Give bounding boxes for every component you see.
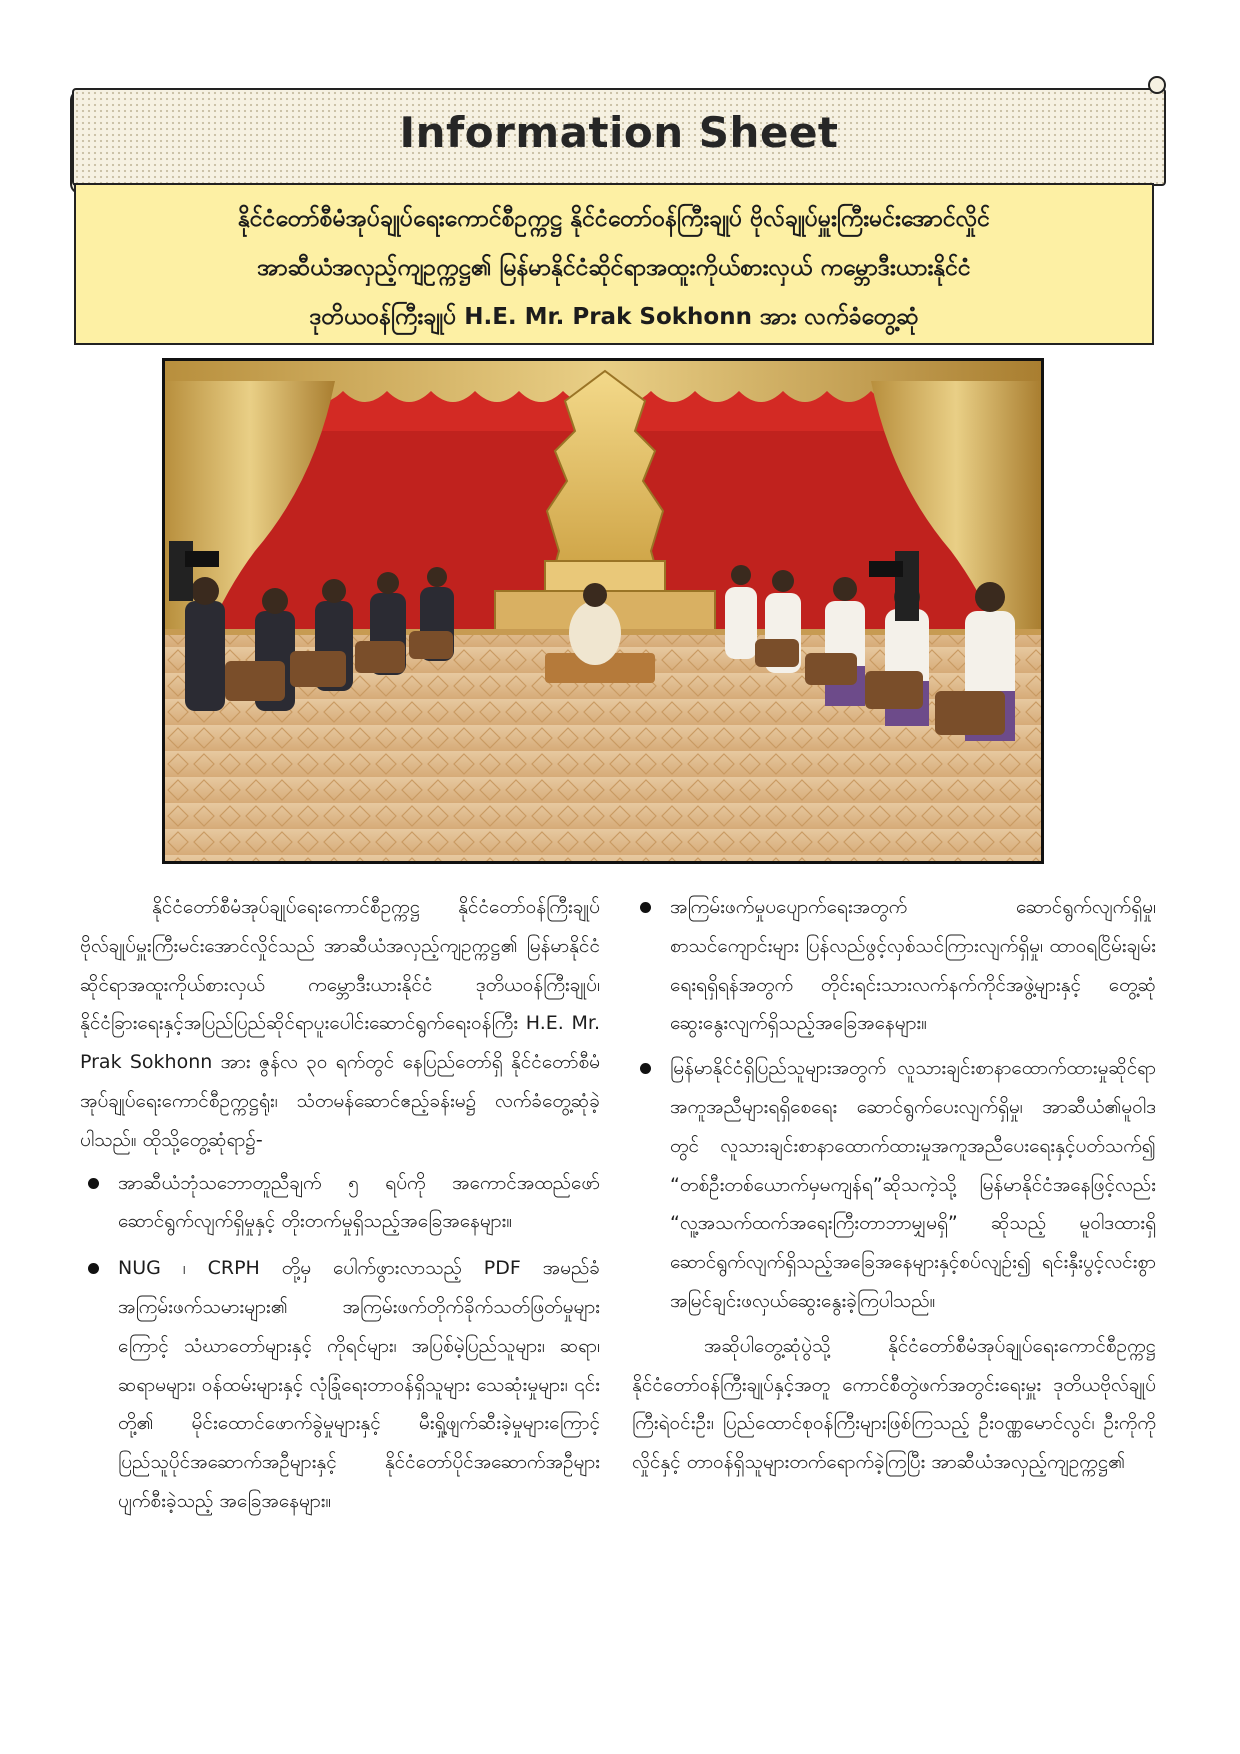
banner-scroll-curl-right [1148,76,1166,94]
bullet-text: မြန်မာနိုင်ငံရှိပြည်သူများအတွက် လူသားချင်းစာနာထောက်ထားမှုဆိုင်ရာ အကူအညီများရရှိစေရေး ဆောင်ရွက်ပေးလျက်ရှိမှု၊ အာဆီယံ၏မူဝါဒတွင် လူသားချင်းစာနာထောက်ထားမှုအကူအညီပေးရေးနှင့်ပတ်သက်၍ “တစ်ဦးတစ်ယောက်မှမကျန်ရ”ဆိုသကဲ့သို့ မြန်မာနိုင်ငံအနေဖြင့်လည်း “လူ့အသက်ထက်အရေးကြီးတာဘာမျှမရှိ” ဆိုသည့် မူဝါဒထားရှိဆောင်ရွက်လျက်ရှိသည့်အခြေအနေများနှင့်စပ်လျဉ်း၍ ရင်းနှီးပွင့်လင်းစွာ အမြင်ချင်းဖလှယ်ဆွေးနွေးခဲ့ကြပါသည်။ [670,1057,1156,1312]
headline-line-2: အာဆီယံအလှည့်ကျဥက္ကဋ္ဌ၏ မြန်မာနိုင်ငံဆိုင်ရာအထူးကိုယ်စားလှယ် ကမ္ဘောဒီးယားနိုင်ငံ [257,255,971,281]
right-bullet-list [632,888,1156,1321]
bullet-icon [88,1178,99,1189]
article-right-column [632,888,1156,1482]
article-left-column [80,888,600,1529]
headline-box [74,183,1154,345]
headline-line-1: နိုင်ငံတော်စီမံအုပ်ချုပ်ရေးကောင်စီဥက္ကဋ္ဌ နိုင်ငံတော်ဝန်ကြီးချုပ် ဗိုလ်ချုပ်မှူးကြီးမင်းအောင်လှိုင် [237,206,991,232]
bullet-icon [88,1263,99,1274]
meeting-photo [162,358,1044,864]
bullet-text: အကြမ်းဖက်မှုပပျောက်ရေးအတွက် ဆောင်ရွက်လျက်ရှိမှု၊ စာသင်ကျောင်းများ ပြန်လည်ဖွင့်လှစ်သင်ကြားလျက်ရှိမှု၊ ထာဝရငြိမ်းချမ်းရေးရရှိရန်အတွက် တိုင်းရင်းသားလက်နက်ကိုင်အဖွဲ့များနှင့် တွေ့ဆုံဆွေးနွေးလျက်ရှိသည့်အခြေအနေများ။ [670,896,1156,1035]
headline-line-3: ဒုတိယဝန်ကြီးချုပ် H.E. Mr. Prak Sokhonn အား လက်ခံတွေ့ဆုံ [309,304,919,330]
article-intro-paragraph: နိုင်ငံတော်စီမံအုပ်ချုပ်ရေးကောင်စီဥက္ကဋ္ဌ နိုင်ငံတော်ဝန်ကြီးချုပ် ဗိုလ်ချုပ်မှူးကြီးမင်းအောင်လှိုင်သည် အာဆီယံအလှည့်ကျဥက္ကဋ္ဌ၏ မြန်မာနိုင်ငံဆိုင်ရာအထူးကိုယ်စားလှယ် ကမ္ဘောဒီးယားနိုင်ငံ ဒုတိယဝန်ကြီးချုပ်၊ နိုင်ငံခြားရေးနှင့်အပြည်ပြည်ဆိုင်ရာပူးပေါင်းဆောင်ရွက်ရေးဝန်ကြီး H.E. Mr. Prak Sokhonn အား ဇွန်လ ၃၀ ရက်တွင် နေပြည်တော်ရှိ နိုင်ငံတော်စီမံအုပ်ချုပ်ရေးကောင်စီဥက္ကဋ္ဌရုံး၊ သံတမန်ဆောင်ဧည့်ခန်းမ၌ လက်ခံတွေ့ဆုံခဲ့ပါသည်။ ထိုသို့တွေ့ဆုံရာ၌- [80,896,600,1151]
bullet-icon [640,1063,651,1074]
bullet-text: NUG ၊ CRPH တို့မှ ပေါက်ဖွားလာသည့် PDF အမည်ခံ အကြမ်းဖက်သမားများ၏ အကြမ်းဖက်တိုက်ခိုက်သတ်ဖြတ်မှုများကြောင့် သံဃာတော်များနှင့် ကိုရင်များ၊ အပြစ်မဲ့ပြည်သူများ၊ ဆရာ၊ ဆရာမများ၊ ဝန်ထမ်းများနှင့် လုံခြုံရေးတာဝန်ရှိသူများ သေဆုံးမှုများ၊ ၎င်းတို့၏ မိုင်းထောင်ဖောက်ခွဲမှုများနှင့် မီးရှို့ဖျက်ဆီးခဲ့မှုများကြောင့် ပြည်သူပိုင်အဆောက်အဦများနှင့် နိုင်ငံတော်ပိုင်အဆောက်အဦများ ပျက်စီးခဲ့သည့် အခြေအနေများ။ [118,1257,600,1512]
list-item [632,1049,1156,1321]
title-banner [72,88,1166,186]
bullet-text: အာဆီယံဘုံသဘောတူညီချက် ၅ ရပ်ကို အကောင်အထည်ဖော်ဆောင်ရွက်လျက်ရှိမှုနှင့် တိုးတက်မှုရှိသည့်အခြေအနေများ။ [118,1171,600,1233]
bullet-icon [640,902,651,913]
list-item [80,1164,600,1242]
left-bullet-list [80,1164,600,1521]
page-title: Information Sheet [399,108,839,157]
list-item [80,1249,600,1521]
article-closing-paragraph: အဆိုပါတွေ့ဆုံပွဲသို့ နိုင်ငံတော်စီမံအုပ်ချုပ်ရေးကောင်စီဥက္ကဋ္ဌ နိုင်ငံတော်ဝန်ကြီးချုပ်နှင့်အတူ ကောင်စီတွဲဖက်အတွင်းရေးမှူး ဒုတိယဗိုလ်ချုပ်ကြီးရဲဝင်းဦး၊ ပြည်ထောင်စုဝန်ကြီးများဖြစ်ကြသည့် ဦးဝဏ္ဏမောင်လွင်၊ ဦးကိုကိုလှိုင်နှင့် တာဝန်ရှိသူများတက်ရောက်ခဲ့ကြပြီး အာဆီယံအလှည့်ကျဥက္ကဋ္ဌ၏ [632,1334,1156,1474]
list-item [632,888,1156,1043]
